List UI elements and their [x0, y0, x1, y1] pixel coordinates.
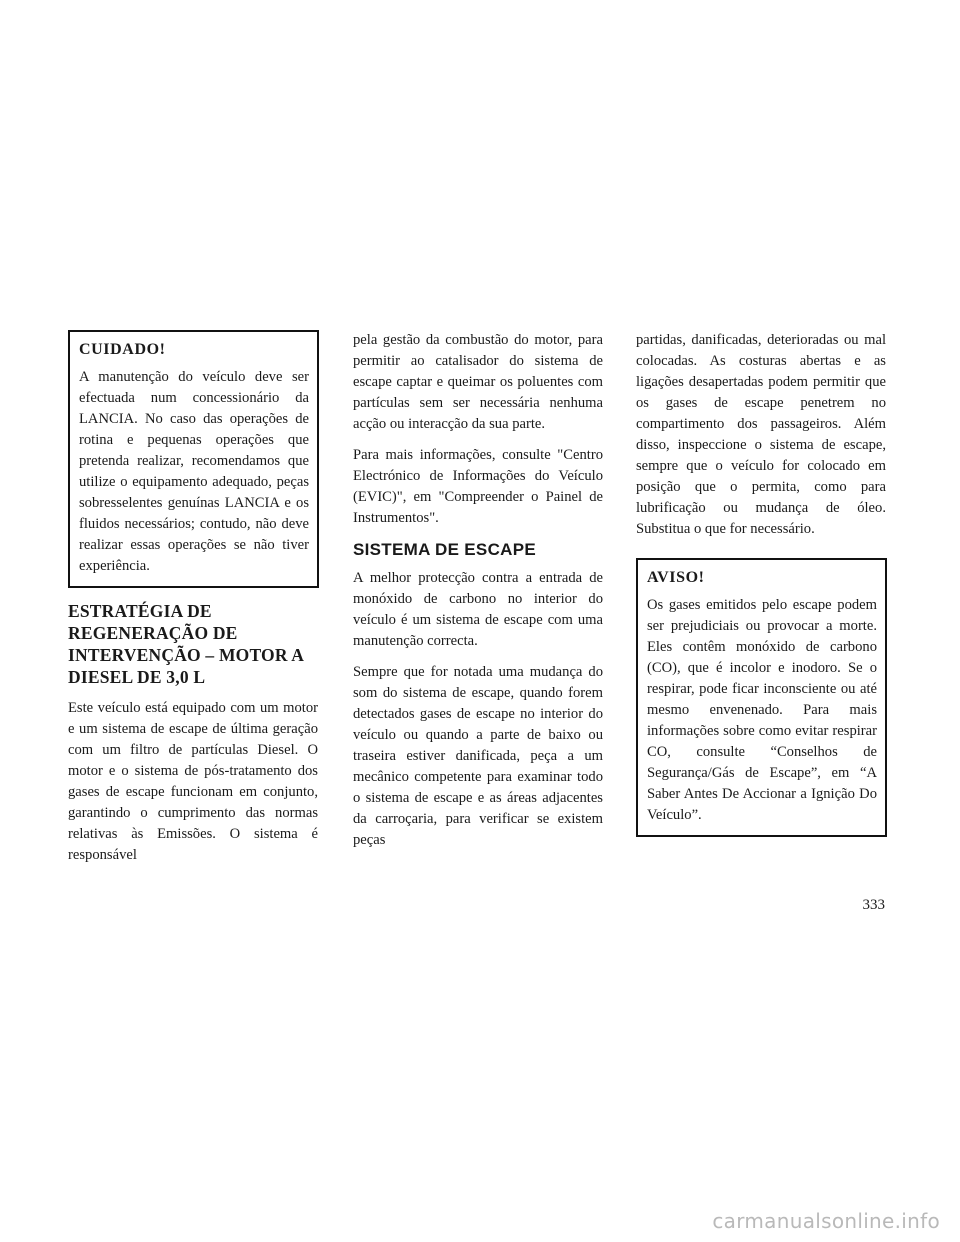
column-right [636, 330, 886, 837]
exhaust-paragraph-2-part1: Sempre que for notada uma mudança do som do sistema de escape, quando forem detectados gases de escape no interior do veículo ou quando a parte de baixo ou traseira estiver danificada, peça a um mecânico competente para examinar todo o sistema de escape e as áreas adjacentes da carroçaria, para verificar se existem peças [353, 664, 603, 848]
caution-title: CUIDADO! [79, 341, 166, 358]
section-heading-regeneration: ESTRATÉGIA DE REGENERAÇÃO DE INTERVENÇÃO – MOTOR A DIESEL DE 3,0 L [68, 601, 304, 687]
warning-box [636, 558, 887, 837]
regeneration-paragraph-part2: pela gestão da combustão do motor, para permitir ao catalisador do sistema de escape captar e queimar os poluentes com partículas sem ser necessária nenhuma acção ou interacção da sua parte. [353, 332, 603, 432]
column-left [68, 330, 318, 866]
warning-text: Os gases emitidos pelo escape podem ser prejudiciais ou provocar a morte. Eles contêm monóxido de carbono (CO), que é incolor e inodoro. Se o respirar, pode ficar inconsciente ou até mesmo envenenado. Para mais informações sobre como evitar respirar CO, consulte “Conselhos de Segurança/Gás de Escape”, em “A Saber Antes De Accionar a Ignição Do Veículo”. [647, 597, 877, 823]
section-heading-exhaust: SISTEMA DE ESCAPE [353, 540, 537, 559]
evic-reference-paragraph: Para mais informações, consulte "Centro Electrónico de Informações do Veículo (EVIC)", em "Compreender o Painel de Instrumentos". [353, 447, 603, 526]
exhaust-paragraph-2-part2: partidas, danificadas, deterioradas ou mal colocadas. As costuras abertas e as ligações desapertadas podem permitir que os gases de escape penetrem no compartimento dos passageiros. Além disso, inspeccione o sistema de escape, sempre que o veículo for colocado em posição que o permita, como para lubrificação ou mudança de óleo. Substitua o que for necessário. [636, 332, 886, 537]
column-middle [353, 330, 603, 851]
warning-title: AVISO! [647, 569, 705, 586]
page-number: 333 [862, 897, 885, 913]
regeneration-paragraph-part1: Este veículo está equipado com um motor e um sistema de escape de última geração com um filtro de partículas Diesel. O motor e o sistema de pós-tratamento dos gases de escape funcionam em conjunto, garantindo o cumprimento das normas relativas às Emissões. O sistema é responsável [68, 700, 318, 863]
caution-box [68, 330, 319, 588]
exhaust-paragraph-1: A melhor protecção contra a entrada de monóxido de carbono no interior do veículo é um sistema de escape com uma manutenção correcta. [353, 570, 603, 649]
caution-text: A manutenção do veículo deve ser efectuada num concessionário da LANCIA. No caso das operações de rotina e pequenas operações que pretenda realizar, recomendamos que utilize o equipamento adequado, peças sobresselentes genuínas LANCIA e os fluidos necessários; contudo, não deve realizar essas operações se não tiver experiência. [79, 369, 309, 574]
watermark: carmanualsonline.info [712, 1209, 940, 1233]
